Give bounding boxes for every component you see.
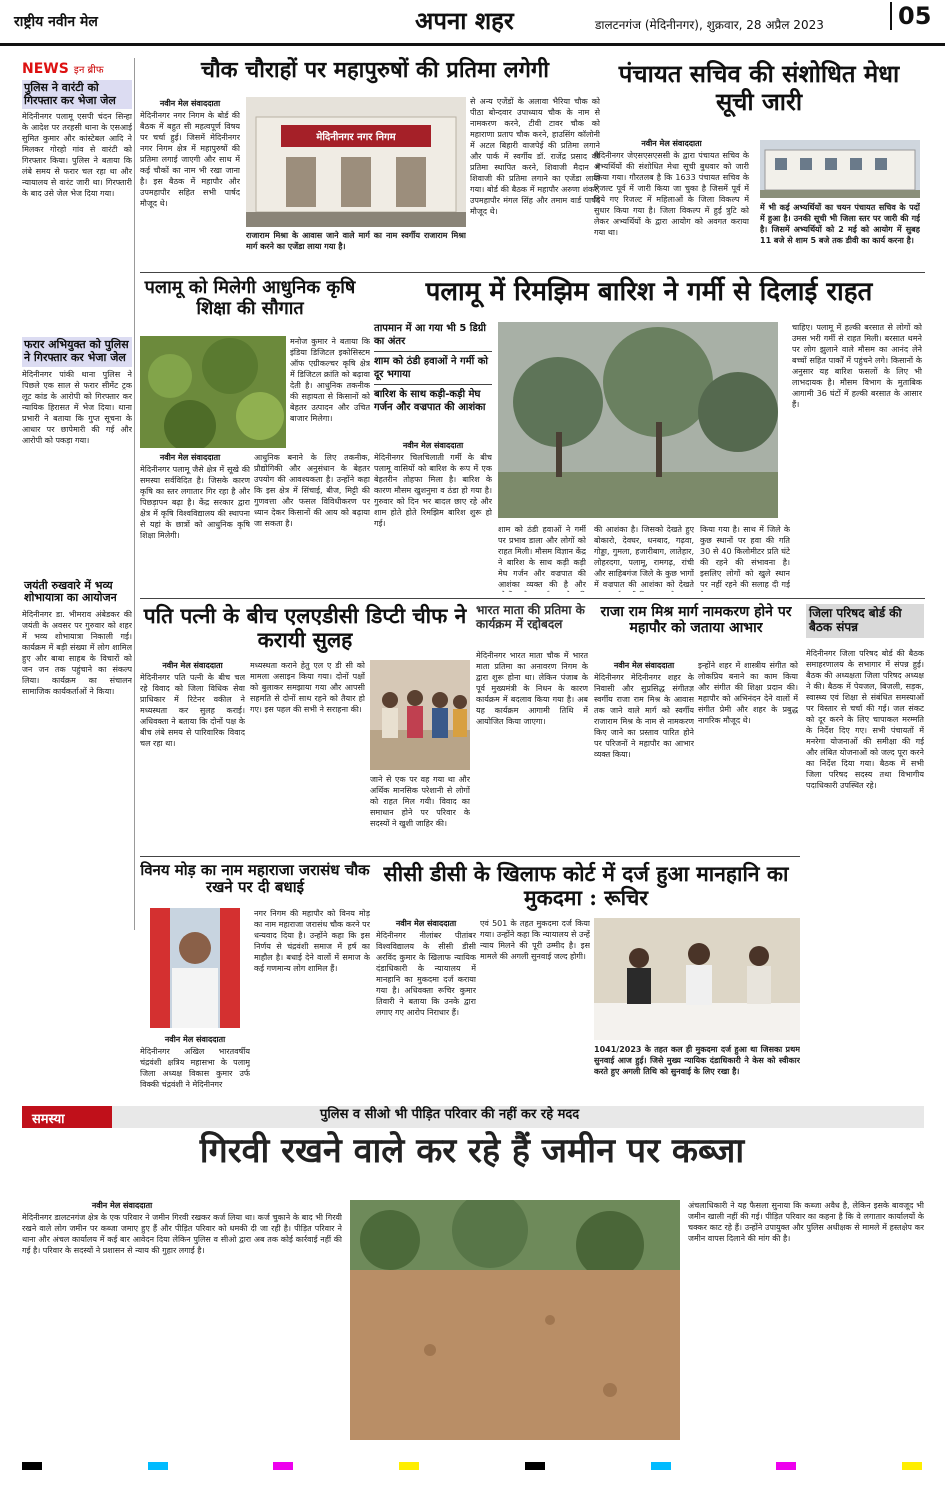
- highlight-divider: [374, 351, 492, 352]
- press-conference-image: [594, 918, 800, 1040]
- story2-body: मेदिनीनगर जेएसएसएससी के द्वारा पंचायत सचिव के अभ्यर्थियों की संशोधित मेधा सूची बुधवार को जारी किया गया। गौरतलब है कि 1633 पंचायत सचिव के रिजल्ट पूर्व में जारी किया जा चुका है जिसमें पूर्व में दिये गए रिजल्ट में महिलाओं के जिला विकल्प में सुधार किया गया है। जिला विकल्प में हुई त्रुटि को लेकर अभ्यर्थियों के द्वारा आयोग को अवगत कराया गया था।: [594, 151, 749, 237]
- reg-mark: [525, 1462, 545, 1470]
- building-signboard: मेदिनीनगर नगर निगम: [316, 132, 396, 143]
- story4-body-3: की आशंका है। जिसको देखते हुए बोकारो, देवघर, धनबाद, गढ़वा, गोड्डा, गुमला, हजारीबाग, लातेहार, लोहरदगा, पलामू, रामगढ़, रांची और साहिबगंज जिले के कुछ भागों में वज्रपात की आशंका को देखते: [594, 525, 694, 589]
- bottom-photo: [350, 1200, 680, 1440]
- brief-column: [22, 80, 132, 930]
- reg-mark: [776, 1462, 796, 1470]
- reg-mark: [273, 1462, 293, 1470]
- story1-photo: [246, 97, 466, 227]
- story10-body: मेदिनीनगर नीलांबर पीतांबर विश्वविद्यालय के सीसी डीसी अरविंद कुमार के खिलाफ न्यायिक दंडाधिकारी के न्यायालय में मानहानि का मुकदमा दर्ज कराया गया है। अधिवक्ता रूचिर कुमार तिवारी ने बताया कि उनके द्वारा लगाए गए आरोप निराधार हैं।: [376, 931, 476, 1017]
- story3-headline: पलामू को मिलेगी आधुनिक कृषि शिक्षा की सौगात: [144, 277, 356, 319]
- print-registration-marks: [22, 1462, 922, 1472]
- bottom-body-cont: अंचलाधिकारी ने यह फैसला सुनाया कि कब्जा अवैध है, लेकिन इसके बावजूद भी जमीन खाली नहीं की गई। पीड़ित परिवार का कहना है कि वे लगातार कार्यालयों के चक्कर काट रहे हैं। उन्होंने उपायुक्त और पुलिस अधीक्षक से मामले में हस्तक्षेप कर जमीन वापस दिलाने की मांग की है।: [688, 1201, 924, 1243]
- story9-body-cont: नगर निगम की महापौर को विनय मोड़ का नाम महाराजा जरासंध चौक करने पर धन्यवाद दिया है। उन्होंने कहा कि इस निर्णय से चंद्रवंशी समाज में हर्ष का माहौल है। बधाई देने वालों में समाज के कई गणमान्य लोग शामिल हैं।: [254, 909, 370, 973]
- reg-mark: [148, 1462, 168, 1470]
- brief-2-title: फरार अभियुक्त को पुलिस ने गिरफ्तार कर भेजा जेल: [24, 338, 129, 364]
- brief-1-body: मेदिनीनगर पलामू एसपी चंदन सिन्हा के आदेश पर तरहसी थाना के एसआई सुमित कुमार और कांस्टेबल आदि ने मिलकर गोरहो गांव से वारंटी को गिरफ्तार किया। पुलिस ने बताया कि लंबे समय से फरार चल रहा था और न्यायालय से वारंट जारी था। गिरफ्तारी के बाद उसे जेल भेज दिया गया।: [22, 112, 132, 199]
- masthead: राष्ट्रीय नवीन मेल: [14, 14, 98, 30]
- story1-body: मेदिनीनगर नगर निगम के बोर्ड की बैठक में बहुत सी महत्वपूर्ण विषय पर चर्चा हुई। जिसमें मेदिनीनगर नगर निगम क्षेत्र में महापुरुषों की प्रतिमा लगाई जाएगी और साथ में कई चौकों का नाम भी रखा जाना है। इस बैठक में महापौर और उपमहापौर सहित सभी पार्षद मौजूद थे।: [140, 111, 240, 208]
- story10-body-cont: एवं 501 के तहत मुकदमा दर्ज किया गया। उन्होंने कहा कि न्यायालय से उन्हें न्याय मिलने की पूरी उम्मीद है। इस मामले की अगली सुनवाई जल्द होगी।: [480, 919, 590, 961]
- story10-byline: नवीन मेल संवाददाता: [395, 919, 457, 928]
- divider: [140, 856, 800, 857]
- group-photo-image: [370, 660, 470, 770]
- story1-headline: चौक चौराहों पर महापुरुषों की प्रतिमा लगेगी: [201, 57, 549, 83]
- story3-byline: नवीन मेल संवाददाता: [159, 453, 221, 462]
- story1-body-cont: से अन्य एजेंडों के अलावा भैरिया चौक को पीठा बोन्दवार उपाध्याय चौक के नाम से नामकरण करने, टीवी टावर चौक को महाराणा प्रताप चौक करने, हाउसिंग कॉलोनी में अटल बिहारी वाजपेई की प्रतिमा लगाने और पार्क में स्वर्गीय डॉ. राजेंद्र प्रसाद की प्रतिमा स्थापित करने, शिवाजी मैदान में शिवाजी की प्रतिमा लगाने का एजेंडा लाया गया। बोर्ड की बैठक में महापौर अरुणा शंकर, उपमहापौर मंगल सिंह और तमाम वार्ड पार्षद मौजूद थे।: [470, 97, 600, 216]
- rain-trees-image: [498, 322, 778, 518]
- brief-3-title: जयंती रुखवारे में भव्य शोभायात्रा का आयोजन: [24, 578, 117, 605]
- column-rule: [134, 58, 135, 930]
- highlight-2: शाम को ठंडी हवाओं ने गर्मी को दूर भगाया: [374, 356, 488, 380]
- story1-byline: नवीन मेल संवाददाता: [159, 99, 221, 108]
- bottom-kicker: पुलिस व सीओ भी पीड़ित परिवार की नहीं कर रहे मदद: [320, 1107, 580, 1122]
- brief-3-body: मेदिनीनगर डा. भीमराव अंबेडकर की जयंती के अवसर पर गुरुवार को शहर में भव्य शोभायात्रा निकाली गई। कार्यक्रम में बड़ी संख्या में लोग शामिल हुए और बाबा साहब के विचारों को जन जन तक पहुंचाने का संकल्प लिया। कार्यक्रम का संचालन सामाजिक कार्यकर्ताओं ने किया।: [22, 609, 132, 696]
- story4-body-5: चाहिए। पलामू में हल्की बरसात से लोगों को उमस भरी गर्मी से राहत मिली। बरसात थमने पर लोग झुलाने वाले मौसम का आनंद लेने बच्चों सहित पार्कों में पहुंचने लगे। किसानों के अनुसार यह बारिश फसलों के लिए भी लाभदायक है। मौसम विभाग के मुताबिक आगामी 36 घंटों में हल्की बरसात के आसार हैं।: [792, 323, 922, 409]
- story3-photo: [140, 336, 286, 448]
- divider: [140, 598, 925, 599]
- highlight-3: बारिश के साथ कड़ी-कड़ी मेघ गर्जन और वज्रपात की आशंका: [374, 389, 486, 413]
- page-number: 05: [890, 2, 931, 30]
- reg-mark: [651, 1462, 671, 1470]
- story6-body: मेदिनीनगर भारत माता चौक में भारत माता प्रतिमा का अनावरण निगम के द्वारा शुरू होना था। लेकिन पंजाब के पूर्व मुख्यमंत्री के निधन के कारण कार्यक्रम में बदलाव किया गया है। अब यह कार्यक्रम आगामी तिथि में आयोजित किया जाएगा।: [476, 651, 588, 726]
- story9-headline: विनय मोड़ का नाम महाराजा जरासंध चौक रखने पर दी बधाई: [140, 861, 370, 897]
- story8-title-box: [806, 604, 924, 638]
- story7-body-cont: इन्होंने शहर में शास्त्रीय संगीत को लोकप्रिय बनाने का काम किया और संगीत की शिक्षा प्रदान की। महापौर को अभिनंदन देने वालों में संगीत प्रेमी और शहर के प्रबुद्ध नागरिक मौजूद थे।: [698, 661, 798, 725]
- story7-byline: नवीन मेल संवाददाता: [613, 661, 675, 670]
- brief-3-title-box: [22, 578, 132, 607]
- story5-body-3: जाने से एक पर वह गया था और अर्थिक मानसिक परेशानी से लोगों को राहत मिल गयी। विवाद का समाधान होने पर परिवार के सदस्यों ने खुशी जाहिर की।: [370, 775, 470, 828]
- story4-body: मेदिनीनगर चिलचिलाती गर्मी के बीच पलामू वासियों को बारिश के रूप में एक बेहतरीन तोहफा मिला है। बारिश के कारण मौसम खुशनुमा व ठंडा हो गया है। गुरुवार को दिन भर बादल छाए रहे और शाम होते होते रिमझिम बारिश शुरू हो गई।: [374, 453, 492, 528]
- brief-2-title-box: [22, 337, 132, 366]
- highlight-divider: [374, 384, 492, 385]
- news-sub-label: इन ब्रीफ: [73, 65, 104, 76]
- story6-headline: भारत माता की प्रतिमा के कार्यक्रम में रद्दोबदल: [476, 603, 585, 631]
- page-header: [0, 0, 945, 46]
- story4-headline: पलामू में रिमझिम बारिश ने गर्मी से दिलाई राहत: [425, 277, 873, 307]
- story7-headline: राजा राम मिश्र मार्ग नामकरण होने पर महापौर को जताया आभार: [600, 604, 792, 637]
- reg-mark: [902, 1462, 922, 1470]
- highlight-1: तापमान में आ गया भी 5 डिग्री का अंतर: [374, 323, 486, 347]
- reg-mark: [22, 1462, 42, 1470]
- story4-body-4: किया गया है। साथ में जिले के कुछ स्थानों पर हवा की गति 30 से 40 किलोमीटर प्रति घंटे की रहने की संभावना है। इसलिए लोगों को खुले स्थान पर नहीं रहने की सलाह दी गई: [700, 525, 790, 589]
- story9-body: मेदिनीनगर अखिल भारतवर्षीय चंद्रवंशी क्षत्रिय महासभा के पलामू जिला अध्यक्ष विकास कुमार उर्फ विक्की चंद्रवंशी ने मेदिनीनगर: [140, 1047, 250, 1089]
- story8-headline: जिला परिषद बोर्ड की बैठक संपन्न: [809, 606, 902, 634]
- story3-side-text: मनोज कुमार ने बताया कि इंडिया डिजिटल इकोसिस्टम ऑफ एग्रीकल्चर कृषि क्षेत्र में डिजिटल क्रांति को बढ़ावा देती है। आधुनिक तकनीक की सहायता से किसानों को बेहतर उत्पादन और उचित बाजार मिलेगा।: [290, 337, 370, 423]
- story9-byline: नवीन मेल संवाददाता: [164, 1035, 226, 1044]
- story10-photo: [594, 918, 800, 1040]
- municipal-building-image: [246, 97, 466, 227]
- reg-mark: [399, 1462, 419, 1470]
- story10-headline: सीसी डीसी के खिलाफ कोर्ट में दर्ज हुआ मानहानि का मुकदमा : रूचिर: [383, 861, 789, 911]
- story5-byline: नवीन मेल संवाददाता: [162, 661, 223, 670]
- story5-photo: [370, 660, 470, 770]
- bottom-headline: गिरवी रखने वाले कर रहे हैं जमीन पर कब्जा: [199, 1131, 745, 1171]
- problem-tag: समस्या: [22, 1106, 112, 1128]
- story5-body: मेदिनीनगर पति पत्नी के बीच चल रहे विवाद को जिला विधिक सेवा प्राधिकार में रिटेनर वकील ने मध्यस्थता कर सुलह कराई। अधिवक्ता ने बताया कि दोनों पक्ष के बीच लंबे समय से पारिवारिक विवाद चल रहा था।: [140, 673, 245, 748]
- story3-body: मेदिनीनगर पलामू जैसे क्षेत्र में सूखे की समस्या सर्वविदित है। जिसके कारण कृषि का स्तर लगातार गिर रहा है और पिछड़ापन बढ़ा है। केंद्र सरकार द्वारा क्षेत्र में कृषि विश्वविद्यालय की स्थापना से यहां के छात्रों को आधुनिक कृषि शिक्षा मिलेगी।: [140, 465, 250, 540]
- crop-field-image: [140, 336, 286, 448]
- story7-body: मेदिनीनगर मेदिनीनगर शहर के निवासी और सुप्रसिद्ध संगीतज्ञ स्वर्गीय राजा राम मिश्र के आवास तक जाने वाले मार्ग को स्वर्गीय राजाराम मिश्र के नाम से नामकरण किए जाने का प्रस्ताव पारित होने पर परिजनों ने महापौर का आभार व्यक्त किया।: [594, 673, 694, 759]
- story2-headline: पंचायत सचिव की संशोधित मेधा सूची जारी: [618, 59, 900, 116]
- office-building-image: [760, 140, 920, 198]
- portrait-image: [150, 908, 240, 1028]
- story3-body-cont: आधुनिक बनाने के लिए तकनीक, प्रौद्योगिकी और अनुसंधान के बेहतर उपयोग की आवश्यकता है। उन्होंने कहा कि इस क्षेत्र में सिंचाई, बीज, मिट्टी की गुणवत्ता और फसल विविधीकरण पर ध्यान देकर किसानों की आय को बढ़ाया जा सकता है।: [254, 453, 370, 528]
- farmland-image: [350, 1200, 680, 1440]
- story2-byline: नवीन मेल संवाददाता: [641, 139, 702, 148]
- dateline: डालटनगंज (मेदिनीनगर), शुक्रवार, 28 अप्रैल 2023: [595, 18, 824, 32]
- news-label: NEWS: [22, 61, 69, 77]
- story5-headline: पति पत्नी के बीच एलएडीसी डिप्टी चीफ ने करायी सुलह: [143, 603, 467, 653]
- divider: [140, 272, 925, 273]
- story9-photo: [150, 908, 240, 1028]
- story8-body: मेदिनीनगर जिला परिषद बोर्ड की बैठक समाहरणालय के सभागार में संपन्न हुई। बैठक की अध्यक्षता जिला परिषद अध्यक्ष ने की। बैठक में पेयजल, बिजली, सड़क, स्वास्थ्य एवं शिक्षा से संबंधित समस्याओं पर विस्तार से चर्चा की गई। जल संकट को दूर करने के लिए चापाकल मरम्मति के निर्देश दिए गए। सभी पंचायतों में मनरेगा योजनाओं की समीक्षा की गई और लंबित योजनाओं को जल्द पूरा करने का निर्देश दिया गया। बैठक में सभी जिला परिषद सदस्य तथा विभागीय पदाधिकारी उपस्थित रहे।: [806, 649, 924, 790]
- brief-2-body: मेदिनीनगर पांकी थाना पुलिस ने पिछले एक साल से फरार सीमेंट ट्रक लूट कांड के आरोपी को गिरफ्तार कर न्यायिक हिरासत में भेज दिया। थाना प्रभारी ने बताया कि गुप्त सूचना के आधार पर छापेमारी की गई और आरोपी को पकड़ा गया।: [22, 369, 132, 445]
- story5-body-cont: मध्यस्थता कराने हेतु एल ए डी सी को मामला असाइन किया गया। दोनों पक्षों को बुलाकर समझाया गया और आपसी सहमति से दोनों साथ रहने को तैयार हो गए। इस पहल की सभी ने सराहना की।: [250, 661, 365, 714]
- story1-caption: राजाराम मिश्रा के आवास जाने वाले मार्ग का नाम स्वर्गीय राजाराम मिश्रा मार्ग करने का एजेंडा लाया गया है।: [246, 231, 466, 251]
- brief-1-title-box: [22, 80, 132, 109]
- bottom-byline: नवीन मेल संवाददाता: [91, 1201, 153, 1210]
- story4-photo: [498, 322, 778, 518]
- brief-1-title: पुलिस ने वारंटी को गिरफ्तार कर भेजा जेल: [24, 81, 116, 107]
- story10-caption: 1041/2023 के तहत कल ही मुकदमा दर्ज हुआ था जिसका प्रथम सुनवाई आज हुई। जिसे मुख्य न्यायिक दंडाधिकारी ने केस को स्वीकार करते हुए अगली तिथि को सुनवाई के लिए रखा है।: [594, 1045, 800, 1076]
- section-title: अपना शहर: [415, 6, 514, 35]
- story4-body-2: शाम को ठंडी हवाओं ने गर्मी पर प्रभाव डाला और लोगों को राहत मिली। मौसम विज्ञान केंद्र ने बारिश के साथ कड़ी कड़ी मेघ गर्जन और वज्रपात की आशंका व्यक्त की है और: [498, 525, 586, 589]
- bottom-body: मेदिनीनगर डालटनगंज क्षेत्र के एक परिवार ने जमीन गिरवी रखकर कर्ज लिया था। कर्ज चुकाने के बाद भी गिरवी रखने वाले लोग जमीन पर कब्जा जमाए हुए हैं और पीड़ित परिवार को धमकी दी जा रही है। पीड़ित परिवार ने थाना और अंचल कार्यालय में कई बार आवेदन दिया लेकिन पुलिस व सीओ द्वारा अब तक कोई कार्रवाई नहीं की गई है। परिवार के सदस्यों ने प्रशासन से न्याय की गुहार लगाई है।: [22, 1213, 342, 1255]
- story4-byline: नवीन मेल संवाददाता: [402, 441, 464, 450]
- story2-photo: [760, 140, 920, 198]
- news-brief-label: [22, 58, 122, 77]
- story2-caption: में भी कई अभ्यर्थियों का चयन पंचायत सचिव के पदों में हुआ है। उनकी सूची भी जिला स्तर पर जारी की गई है। जिसमें अभ्यर्थियों को 2 मई को आयोग में सुबह 11 बजे से शाम 5 बजे तक डीवी का कार्य करना है।: [760, 203, 920, 245]
- story4-highlights: [374, 322, 492, 414]
